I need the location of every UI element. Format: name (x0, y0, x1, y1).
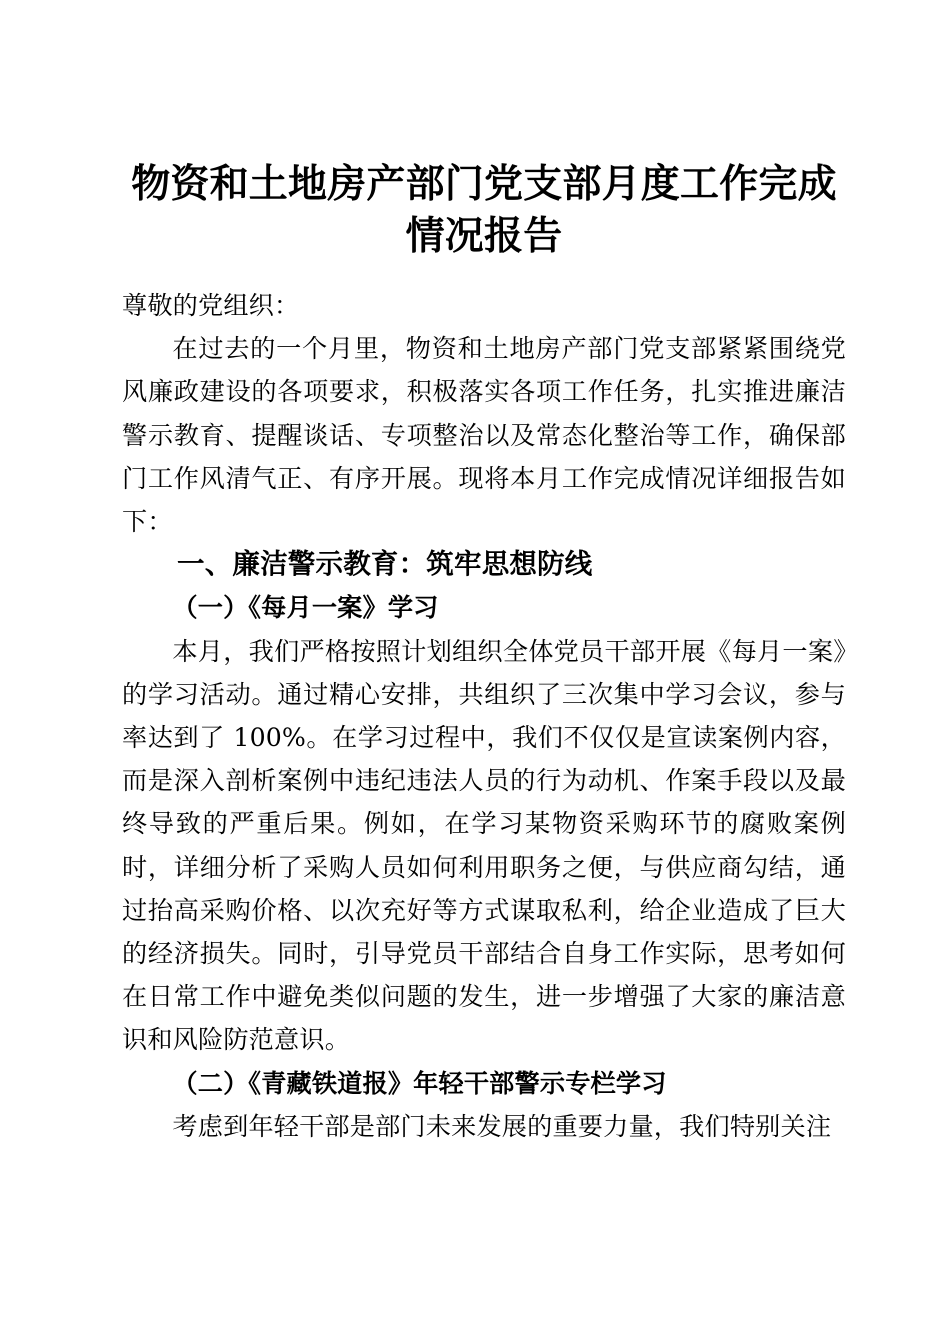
document-content (122, 0, 846, 1148)
section-heading-1: 一、廉洁警示教育：筑牢思想防线 (177, 548, 593, 581)
sub-heading-1-2: （二）《青藏铁道报》年轻干部警示专栏学习 (172, 1067, 667, 1098)
page-title: 物资和土地房产部门党支部月度工作完成情况报告 (131, 161, 837, 259)
paragraph-1-1: 本月，我们严格按照计划组织全体党员干部开展《每月一案》的学习活动。通过精心安排，共组织了三次集中学习会议，参与率达到了 100%。在学习过程中，我们不仅仅是宣读案例内容，而是深入剖析案例中违纪违法人员的行为动机、作案手段以及最终导致的严重后果。例如，在学习某物资采购环节的腐败案例时，详细分析了采购人员如何利用职务之便，与供应商勾结，通过抬高采购价格、以次充好等方式谋取私利，给企业造成了巨大的经济损失。同时，引导党员干部结合自身工作实际，思考如何在日常工作中避免类似问题的发生，进一步增强了大家的廉洁意识和风险防范意识。 (122, 636, 846, 1055)
salutation: 尊敬的党组织： (122, 291, 300, 320)
sub-heading-1-1: （一）《每月一案》学习 (172, 592, 439, 623)
paragraph-1-2: 考虑到年轻干部是部门未来发展的重要力量，我们特别关注 (172, 1111, 832, 1141)
paragraph-intro: 在过去的一个月里，物资和土地房产部门党支部紧紧围绕党风廉政建设的各项要求，积极落实各项工作任务，扎实推进廉洁警示教育、提醒谈话、专项整治以及常态化整治等工作，确保部门工作风清气正、有序开展。现将本月工作完成情况详细报告如下： (122, 334, 846, 537)
